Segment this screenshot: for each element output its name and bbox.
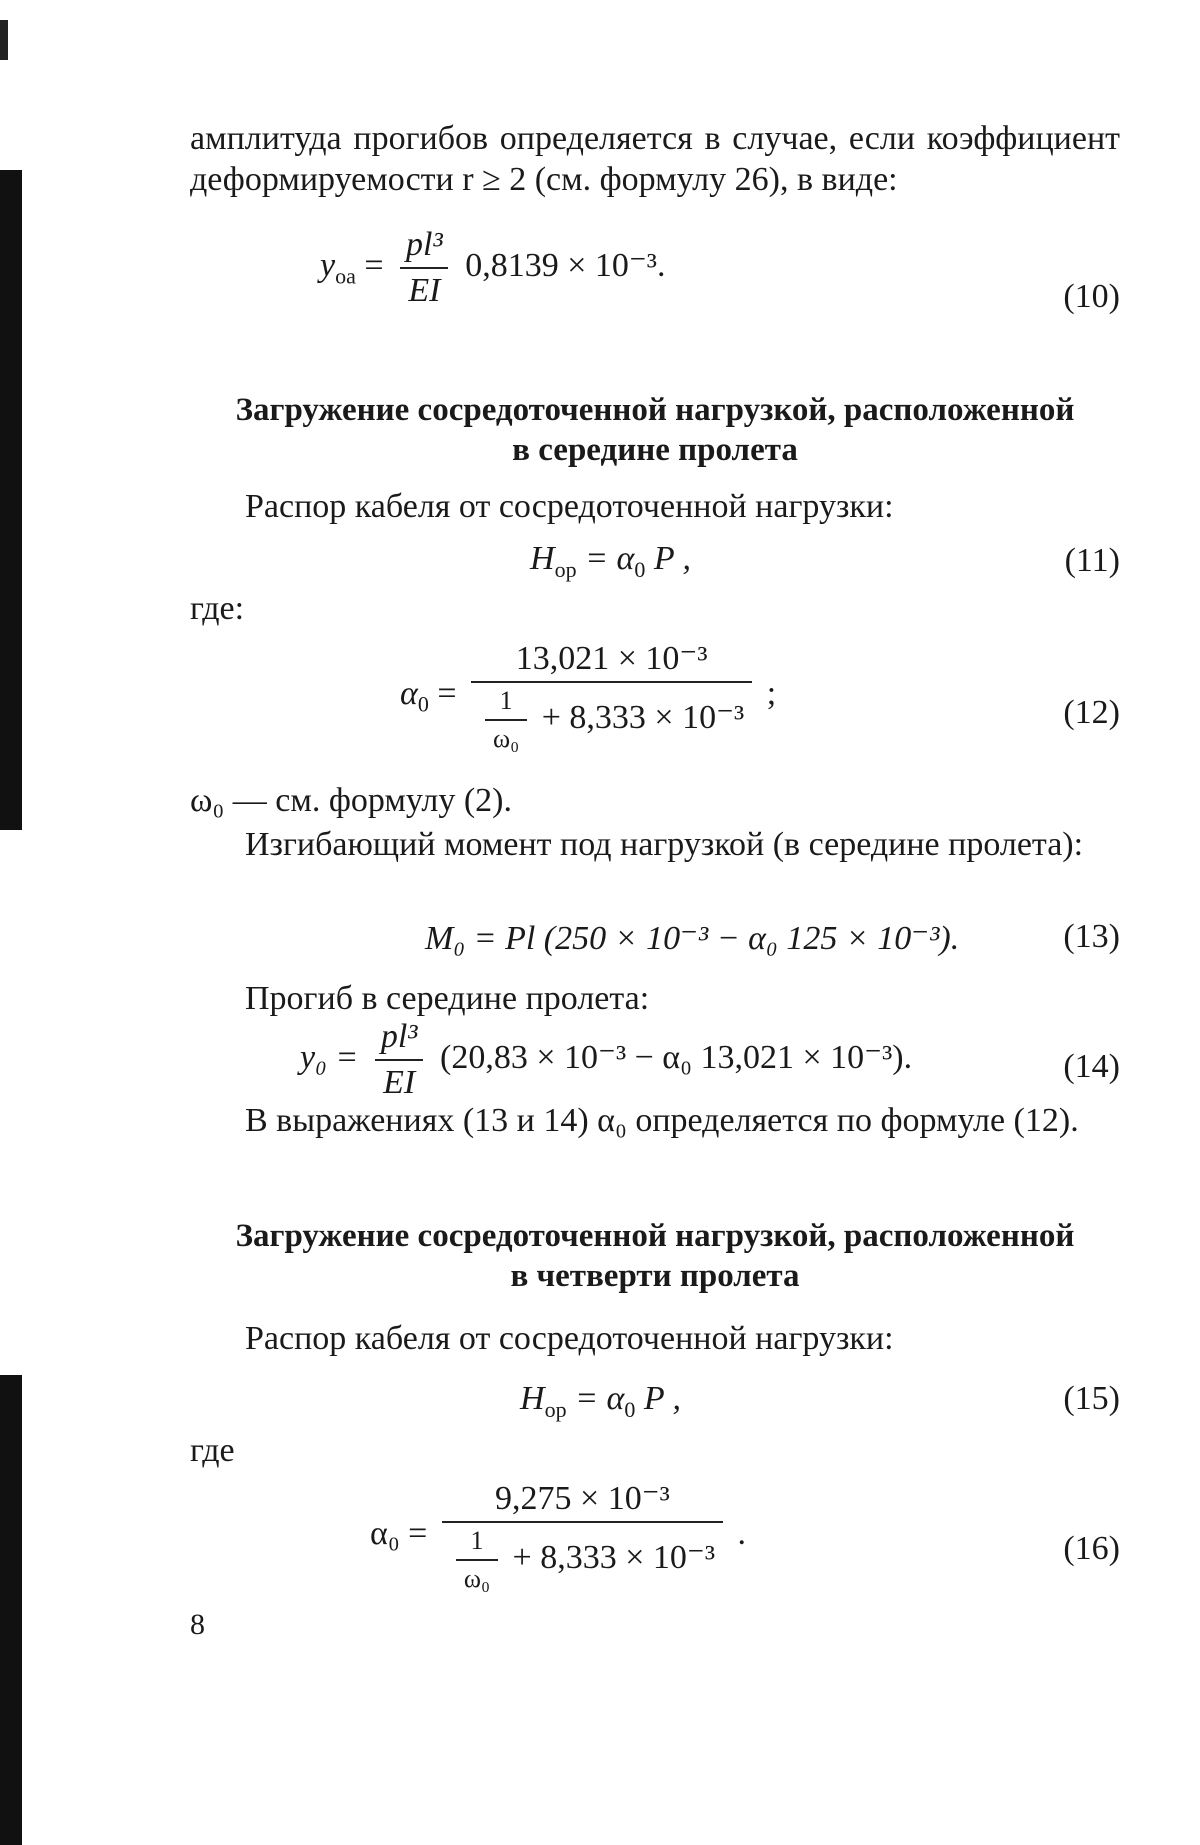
equation-number: (16) xyxy=(1063,1530,1120,1567)
fraction: 9,275 × 10⁻³ $\frac{1}{\text{ω₀}}$ + 8,333 × 10⁻³ xyxy=(442,1478,723,1594)
equation-16: α₀ = 9,275 × 10⁻³ $\frac{1}{\text{ω₀}}$ + 8,333 × 10⁻³ . xyxy=(370,1480,747,1593)
equation-13: M₀ = Pl (250 × 10⁻³ − α₀ 125 × 10⁻³). xyxy=(425,920,960,957)
fraction: $\frac{\text{pl³}}{EI}$ xyxy=(398,226,451,310)
scan-edge-shadow xyxy=(0,170,22,830)
equation-number: (12) xyxy=(1063,694,1120,731)
equation-number: (10) xyxy=(1063,278,1120,315)
intro-paragraph: амплитуда прогибов определяется в случае, если коэффициент деформируемости r ≥ 2 (см. формулу 26), в виде: xyxy=(190,120,1120,198)
paragraph: Распор кабеля от сосредоточенной нагрузки: xyxy=(245,1320,894,1357)
fraction: $\frac{\text{pl³}}{EI}$ xyxy=(373,1018,426,1102)
omega-note: ω₀ — см. формулу (2). xyxy=(190,782,512,819)
section-heading: Загружение сосредоточенной нагрузкой, расположенной xyxy=(235,1218,1075,1254)
fraction: 13,021 × 10⁻³ $\frac{1}{\text{ω₀}}$ + 8,333 × 10⁻³ xyxy=(471,638,752,754)
paragraph: Прогиб в середине пролета: xyxy=(245,980,650,1017)
equation-12: $\alpha_0$ = 13,021 × 10⁻³ $\frac{1}{\text{ω₀}}$ + 8,333 × 10⁻³ ; xyxy=(400,640,777,753)
inner-fraction: $\frac{1}{\text{ω₀}}$ xyxy=(485,686,527,754)
equation-10: $y_{oa}$ = $\frac{\text{pl³}}{EI}$ 0,8139 × 10⁻³. xyxy=(320,226,666,309)
section-heading: Загружение сосредоточенной нагрузкой, расположенной xyxy=(235,392,1075,428)
scan-edge-shadow-lower xyxy=(0,1375,22,1845)
equation-11: $H_{op} = \alpha_0$ P , xyxy=(530,540,692,582)
section-heading-line2: в четверти пролета xyxy=(510,1258,800,1294)
scan-edge-mark xyxy=(0,20,8,60)
equation-number: (15) xyxy=(1063,1380,1120,1417)
where-label: где: xyxy=(190,590,245,627)
inner-fraction: $\frac{1}{\text{ω₀}}$ xyxy=(456,1526,498,1594)
paragraph: В выражениях (13 и 14) α₀ определяется по формуле (12). xyxy=(245,1102,1079,1139)
page-number: 8 xyxy=(190,1608,205,1641)
equation-number: (11) xyxy=(1064,542,1120,579)
document-page xyxy=(190,118,1120,1641)
section-heading-line2: в середине пролета xyxy=(512,432,798,468)
where-label: где xyxy=(190,1432,235,1469)
equation-14: y₀ = $\frac{\text{pl³}}{EI}$ (20,83 × 10⁻³ − α₀ 13,021 × 10⁻³). xyxy=(300,1018,913,1101)
paragraph: Распор кабеля от сосредоточенной нагрузки: xyxy=(245,488,894,525)
equation-15: $H_{op} = \alpha_0$ P , xyxy=(520,1380,682,1422)
equation-number: (13) xyxy=(1063,918,1120,955)
paragraph: Изгибающий момент под нагрузкой (в середине пролета): xyxy=(245,826,1084,863)
equation-number: (14) xyxy=(1063,1048,1120,1085)
